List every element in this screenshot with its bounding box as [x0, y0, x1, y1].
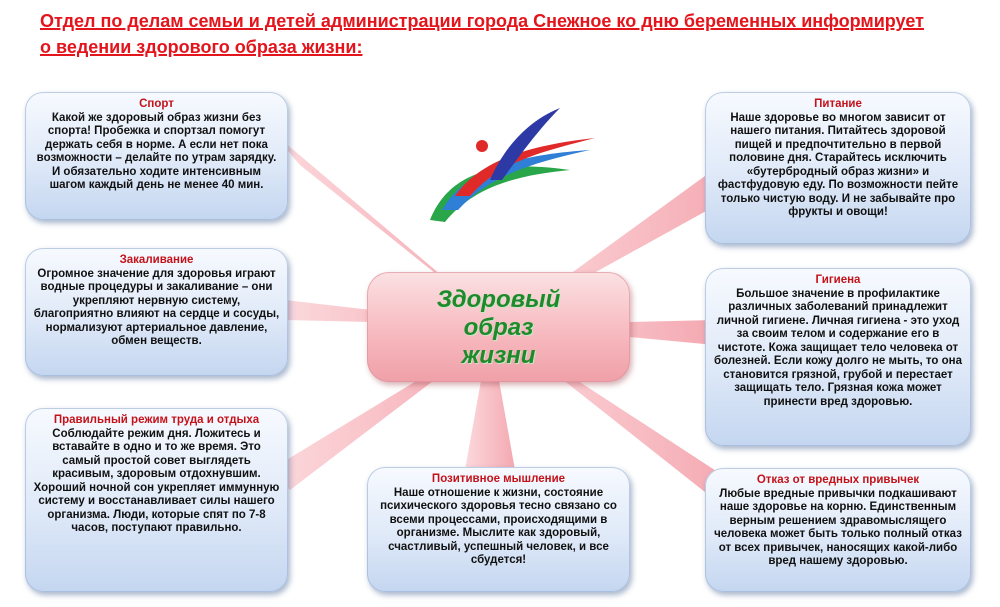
card-nutrition — [705, 92, 971, 244]
card-nutrition-title: Питание — [814, 98, 862, 110]
card-sport-text: Какой же здоровый образ жизни без спорта! Пробежка и спортзал помогут держать себя в норме. А если нет пока возможности – делайте по утрам зарядку. И обязательно ходите интенсивным шагом каждый день не менее 40 мин. — [36, 111, 277, 191]
card-habits — [705, 468, 971, 592]
card-sport-title: Спорт — [139, 98, 174, 110]
card-habits-title: Отказ от вредных привычек — [756, 474, 920, 486]
card-positive — [367, 467, 630, 592]
card-positive-title: Позитивное мышление — [431, 473, 566, 485]
card-regime — [25, 408, 288, 592]
card-hygiene-title: Гигиена — [815, 274, 861, 286]
card-hardening — [25, 248, 288, 376]
card-nutrition-text: Наше здоровье во многом зависит от нашего питания. Питайтесь здоровой пищей и предпочтительно в первой половине дня. Старайтесь исключить «бутербродный образ жизни» и фастфудовую еду. По возможности пейте только чистую воду. И не забывайте про фрукты и овощи! — [717, 111, 959, 218]
sport-figure-logo-icon — [420, 100, 610, 230]
center-title: Здоровый образ жизни — [436, 286, 561, 369]
headline-line-2: о ведении здорового образа жизни: — [40, 37, 363, 57]
headline-line-1: Отдел по делам семьи и детей администрации города Снежное ко дню беременных информирует — [40, 11, 924, 31]
card-hygiene — [705, 268, 971, 446]
card-habits-text: Любые вредные привычки подкашивают наше здоровье на корню. Единственным верным решением здравомыслящего человека может быть только полный отказ от всех привычек, наносящих какой-либо вред нашему здоровью. — [714, 487, 962, 567]
card-hardening-text: Огромное значение для здоровья играют водные процедуры и закаливание – они укрепляют нервную систему, благоприятно влияют на сердце и сосуды, нормализуют артериальное давление, обмен веществ. — [33, 267, 280, 347]
card-positive-text: Наше отношение к жизни, состояние психического здоровья тесно связано со всеми процессами, происходящими в организме. Мыслите как здоровый, счастливый, успешный человек, и все сбудется! — [380, 486, 617, 566]
center-topic — [367, 272, 630, 382]
card-hardening-title: Закаливание — [119, 254, 194, 266]
card-sport — [25, 92, 288, 220]
card-hygiene-text: Большое значение в профилактике различных заболеваний принадлежит личной гигиене. Личная гигиена - это уход за своим телом и содержание его в чистоте. Кожа защищает тело человека от болезней. Если кожу долго не мыть, то она становится грязной, грубой и перестает защищать тело. Грязная кожа может принести вред здоровью. — [714, 287, 962, 408]
card-regime-text: Соблюдайте режим дня. Ложитесь и вставайте в одно и то же время. Это самый простой совет выглядеть красивым, здоровым отдохнувшим. Хороший ночной сон укрепляет иммунную систему и восстанавливает силы нашего организма. Люди, которые спят по 7-8 часов, поступают правильно. — [33, 427, 280, 534]
card-regime-title: Правильный режим труда и отдыха — [53, 414, 260, 426]
